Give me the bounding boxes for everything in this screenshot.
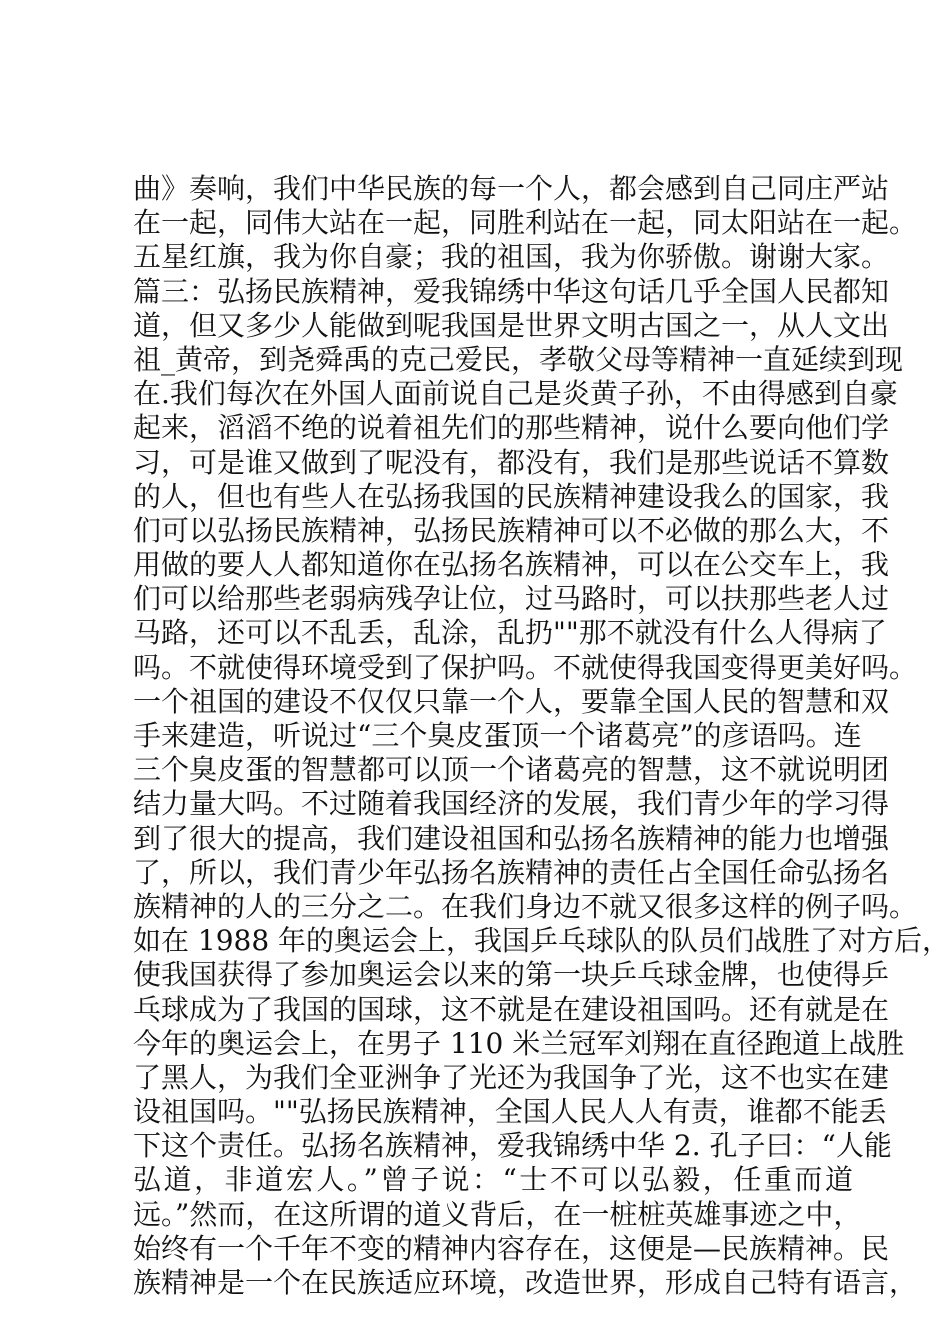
text-line: 三个臭皮蛋的智慧都可以顶一个诸葛亮的智慧，这不就说明团 [133,753,890,787]
text-line: 设祖国吗。""弘扬民族精神，全国人民人人有责，谁都不能丢 [133,1095,887,1129]
text-line: 五星红旗，我为你自豪；我的祖国，我为你骄傲。谢谢大家。 [133,240,890,274]
text-line: 远。”然而，在这所谓的道义背后，在一桩桩英雄事迹之中， [133,1197,862,1231]
text-line: 起来，滔滔不绝的说着祖先们的那些精神，说什么要向他们学 [133,411,890,445]
text-line: 族精神是一个在民族适应环境，改造世界，形成自己特有语言， [133,1266,918,1299]
text-line: 们可以给那些老弱病残孕让位，过马路时，可以扶那些老人过 [133,582,890,616]
text-line: 弘道，非道宏人。”曾子说：“士不可以弘毅，任重而道 [133,1163,853,1197]
text-line: 手来建造，听说过“三个臭皮蛋顶一个诸葛亮”的彦语吗。连 [133,719,862,752]
text-line: 下这个责任。弘扬名族精神，爱我锦绣中华 2. 孔子曰：“人能 [133,1129,892,1163]
text-line: 乓球成为了我国的国球，这不就是在建设祖国吗。还有就是在 [133,992,890,1026]
text-line: 道，但又多少人能做到呢我国是世界文明古国之一，从人文出 [133,308,890,342]
text-line: 在一起，同伟大站在一起，同胜利站在一起，同太阳站在一起。 [133,206,918,240]
text-line: 了黑人，为我们全亚洲争了光还为我国争了光，这不也实在建 [133,1060,890,1094]
text-line: 祖_黄帝，到尧舜禹的克己爱民，孝敬父母等精神一直延续到现 [133,342,904,376]
text-line: 篇三：弘扬民族精神，爱我锦绣中华这句话几乎全国人民都知 [133,274,890,308]
text-line: 到了很大的提高，我们建设祖国和弘扬名族精神的能力也增强 [133,821,890,855]
body-text [133,172,950,1300]
text-line: 族精神的人的三分之二。在我们身边不就又很多这样的例子吗。 [133,889,918,923]
text-line: 如在 1988 年的奥运会上，我国乒乓球队的队员们战胜了对方后， [133,924,950,958]
text-line: 使我国获得了参加奥运会以来的第一块乒乓球金牌，也使得乒 [133,958,890,992]
text-line: 马路，还可以不乱丢，乱涂，乱扔""那不就没有什么人得病了 [133,616,887,650]
text-line: 始终有一个千年不变的精神内容存在，这便是—民族精神。民 [133,1231,890,1265]
text-line: 一个祖国的建设不仅仅只靠一个人，要靠全国人民的智慧和双 [133,684,890,718]
text-line: 用做的要人人都知道你在弘扬名族精神，可以在公交车上，我 [133,548,890,582]
text-line: 曲》奏响，我们中华民族的每一个人，都会感到自己同庄严站 [133,172,890,205]
text-line: 在.我们每次在外国人面前说自己是炎黄子孙，不由得感到自豪 [133,377,898,411]
text-line: 了，所以，我们青少年弘扬名族精神的责任占全国任命弘扬名 [133,855,890,889]
text-line: 今年的奥运会上，在男子 110 米兰冠军刘翔在直径跑道上战胜 [133,1026,905,1060]
text-line: 吗。不就使得环境受到了保护吗。不就使得我国变得更美好吗。 [133,650,918,684]
text-line: 们可以弘扬民族精神，弘扬民族精神可以不必做的那么大，不 [133,513,890,547]
text-line: 结力量大吗。不过随着我国经济的发展，我们青少年的学习得 [133,787,890,821]
text-line: 的人，但也有些人在弘扬我国的民族精神建设我么的国家，我 [133,479,890,513]
text-line: 习，可是谁又做到了呢没有，都没有，我们是那些说话不算数 [133,445,890,479]
